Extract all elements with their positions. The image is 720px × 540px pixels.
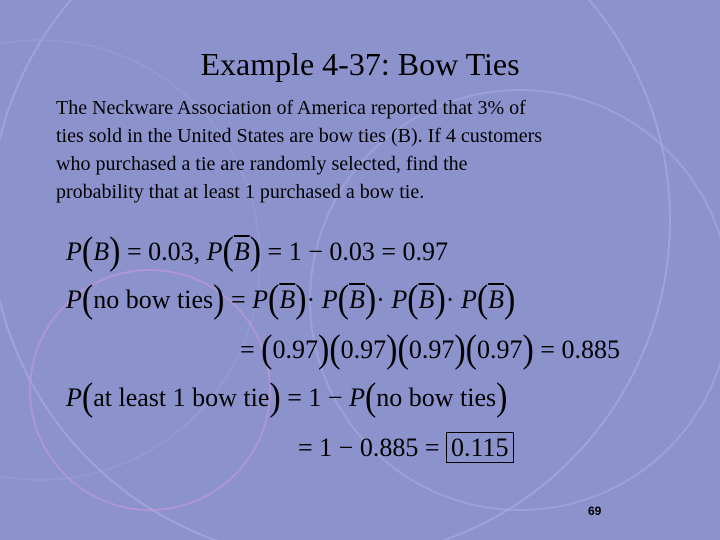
math-p: P (349, 383, 365, 412)
math-p: P (66, 383, 82, 412)
math-dot: · (445, 285, 455, 314)
math-var-b-complement: $\overline{B}$ (418, 285, 435, 314)
math-p: P (66, 237, 82, 266)
problem-line: The Neckware Association of America reported that 3% of (56, 97, 526, 119)
equation-line-5 (298, 432, 514, 464)
math-var-b: B (93, 237, 110, 266)
math-equals: = (240, 335, 255, 364)
boxed-answer: 0.115 (446, 432, 514, 463)
problem-line: ties sold in the United States are bow ties (B). If 4 customers (56, 125, 543, 147)
math-event-label: at least 1 bow tie (93, 383, 270, 412)
math-p: P (66, 285, 82, 314)
math-p: P (460, 285, 477, 314)
page-number: 69 (588, 504, 602, 518)
math-var-b-complement: $\overline{B}$ (279, 285, 296, 314)
math-var-b-complement: $\overline{B}$ (233, 237, 250, 266)
math-p: P (321, 285, 338, 314)
math-equals: = (230, 285, 246, 314)
math-var-b-complement: $\overline{B}$ (348, 285, 365, 314)
equation-line-4: P(at least 1 bow tie) = 1 − P(no bow ties) (66, 376, 508, 419)
math-event-label: no bow ties (376, 383, 497, 412)
math-p: P (206, 237, 223, 266)
equation-line-2: P(no bow ties) = $P(\overline{B})\cdot P(\overline{B})\cdot P(\overline{B})\cdot P(\overline{B})$ (66, 278, 516, 321)
problem-statement (56, 94, 656, 206)
math-value: = 1 − 0.03 = 0.97 (267, 237, 449, 266)
math-value: = 1 − 0.885 = (298, 433, 440, 462)
math-value: 0.97 (408, 335, 455, 364)
math-var-b-complement: $\overline{B}$ (488, 285, 505, 314)
math-p: P (252, 285, 268, 314)
equation-line-1: P(B) = 0.03, $P(\overline{B}) = 1 - 0.03 = 0.97$ (66, 230, 449, 273)
math-dot: · (306, 285, 316, 314)
math-value: = 0.03, (126, 237, 201, 266)
math-dot: · (376, 285, 385, 314)
problem-line: probability that at least 1 purchased a bow tie. (56, 181, 425, 203)
math-value: 0.97 (340, 335, 387, 364)
math-event-label: no bow ties (93, 285, 214, 314)
math-value: 0.97 (476, 335, 523, 364)
math-value: = 0.885 (540, 335, 620, 364)
math-value: = 1 − (287, 383, 343, 412)
slide-title: Example 4-37: Bow Ties (200, 46, 520, 82)
equation-line-3: = (0.97)(0.97)(0.97)(0.97) = 0.885 (240, 328, 620, 371)
problem-line: who purchased a tie are randomly selected, find the (56, 153, 468, 175)
math-p: P (391, 285, 408, 314)
math-value: 0.97 (272, 335, 318, 364)
